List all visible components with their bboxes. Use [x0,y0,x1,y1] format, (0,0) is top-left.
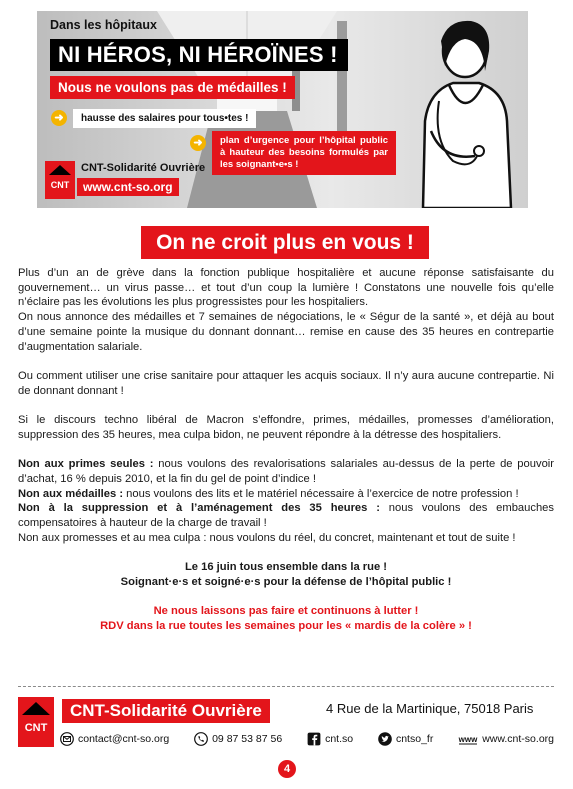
nurse-illustration [393,11,528,208]
arrow-right-icon: ➜ [190,135,206,151]
demand-promesses: Non aux promesses et au mea culpa : nous voulons du réel, du concret, maintenant et tout de suite ! [18,531,516,544]
demand-medailles [18,487,554,502]
banner-org-name: CNT-Solidarité Ouvrière [81,162,206,174]
contact-phone[interactable] [194,732,282,746]
article-body [18,266,554,634]
red-slogan: Ne nous laissons pas faire et continuons à lutter ! [153,605,419,618]
banner-title: NI HÉROS, NI HÉROÏNES ! [50,39,348,71]
banner-demand-1: hausse des salaires pour tous•tes ! [73,109,256,128]
twitter-icon [378,732,392,746]
contact-facebook[interactable] [307,732,353,746]
banner-kicker: Dans les hôpitaux [50,18,157,32]
red-slogan: RDV dans la rue toutes les semaines pour les « mardis de la colère » ! [100,619,472,632]
banner-subtitle: Nous ne voulons pas de médailles ! [50,76,295,99]
email-icon [60,732,74,746]
contact-email[interactable] [60,732,169,746]
call-to-action: Soignant·e·s et soigné·e·s pour la défense de l’hôpital public ! [120,575,452,588]
contact-website[interactable] [458,732,554,746]
page-number: 4 [278,760,296,778]
demand-text: nous voulons des revalorisations salariales au-dessus de la perte de pouvoir d’achat, 16 % depuis 2010, et la fin du gel de point d’indice ! [18,458,555,485]
svg-text:CNT: CNT [50,180,70,190]
website-text: www.cnt-so.org [482,733,554,745]
call-to-action: Le 16 juin tous ensemble dans la rue ! [184,561,388,573]
contact-twitter[interactable] [378,732,433,746]
cnt-logo [45,161,75,199]
phone-icon [194,732,208,746]
footer-cnt-logo [18,697,54,747]
svg-text:www: www [458,735,478,744]
demand-text: nous voulons des lits et le matériel nécessaire à l’exercice de notre profession ! [123,487,519,500]
footer-contacts [60,732,554,746]
phone-text: 09 87 53 87 56 [212,733,283,745]
footer-address: 4 Rue de la Martinique, 75018 Paris [326,701,534,716]
demand-label: Non aux médailles : [18,487,124,500]
cnt-logo-icon [45,161,75,199]
paragraph: Ou comment utiliser une crise sanitaire pour attaquer les acquis sociaux. Il n’y aura aucune contrepartie. Ni de donnant donnant ! [18,369,554,397]
facebook-text: cnt.so [325,733,354,745]
demand-label: Non à la suppression et à l’aménagement des 35 heures : [18,502,380,515]
headline: On ne croit plus en vous ! [141,226,429,259]
svg-text:CNT: CNT [24,722,48,734]
facebook-icon [307,732,321,746]
twitter-text: cntso_fr [395,733,434,745]
paragraph: Plus d’un an de grève dans la fonction publique hospitalière et aucune réponse satisfaisante du gouvernement… un virus passe… et tout d’un coup la lumière ! Constatons une nouvelle fois qu’elle n’éclaire pas les évolutions les plus progressistes pour les hospitaliers. [18,267,554,309]
divider [18,686,554,687]
email-text: contact@cnt-so.org [78,733,170,745]
globe-web-icon [458,732,478,746]
cnt-logo-icon [18,697,54,747]
demand-primes [18,457,554,486]
hero-banner [37,11,528,208]
banner-website: www.cnt-so.org [77,178,179,196]
demand-text: nous voulons des embauches compensatoires à hauteur de la charge de travail ! [18,502,554,529]
paragraph: Si le discours techno libéral de Macron s’effondre, primes, médailles, promesses d’amélioration, suppression des 35 heures, mea culpa bidon, ne peuvent répondre à la détresse des hospitaliers. [18,414,554,441]
arrow-right-icon: ➜ [51,110,67,126]
paragraph: On nous annonce des médailles et 7 semaines de négociations, le « Ségur de la santé », et déjà au bout d’une semaine pointe la musique du donnant donnant… remise en cause des 35 heures en contrepartie d’augmentation salariale. [18,311,554,353]
banner-demand-2: plan d’urgence pour l’hôpital public à hauteur des besoins formulés par les soignant•e•s ! [212,131,396,175]
demand-label: Non aux primes seules : [18,458,154,471]
demand-35h [18,501,554,530]
footer-org-name: CNT-Solidarité Ouvrière [62,699,270,723]
